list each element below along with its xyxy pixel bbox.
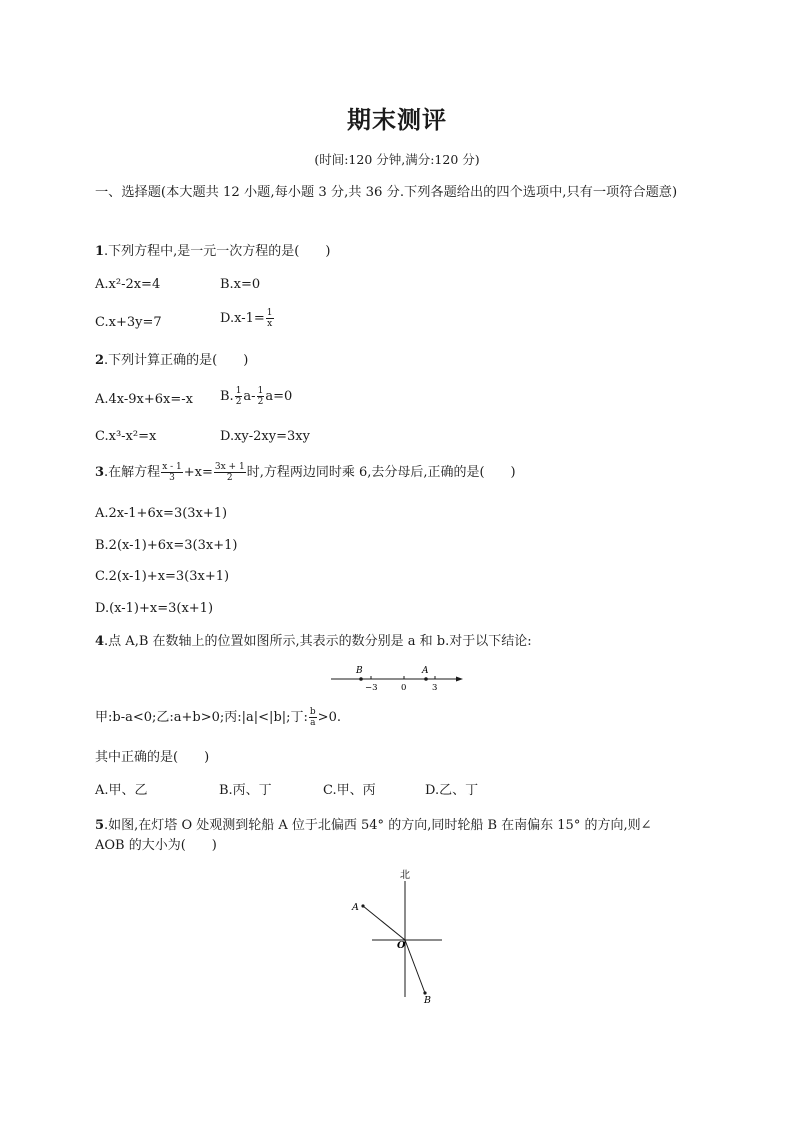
point-a xyxy=(361,904,364,907)
fraction-numerator: x - 1 xyxy=(162,462,182,472)
question-3 xyxy=(95,462,516,483)
q1-option-c: C.x+3y=7 xyxy=(95,315,162,330)
question-2 xyxy=(95,352,248,370)
q1-option-d xyxy=(220,308,275,329)
compass-figure xyxy=(340,865,460,1010)
fraction xyxy=(214,462,246,483)
question-4 xyxy=(95,633,532,651)
point-b-label: B xyxy=(356,666,363,676)
q2-option-d: D.xy-2xy=3xy xyxy=(220,429,310,444)
question-5-line2: AOB 的大小为( ) xyxy=(95,838,217,853)
q2-option-b xyxy=(220,386,292,407)
question-stem: .在解方程 xyxy=(104,465,161,480)
q3-option-c: C.2(x-1)+x=3(3x+1) xyxy=(95,569,230,584)
fraction xyxy=(266,308,274,329)
q4-option-c: C.甲、丙 xyxy=(323,783,376,798)
tick-label: −3 xyxy=(365,683,378,693)
point-b xyxy=(359,677,363,681)
q4-conditions xyxy=(95,707,341,728)
question-number: 1 xyxy=(95,244,105,259)
q4-option-b: B.丙、丁 xyxy=(219,783,272,798)
q1-option-b: B.x=0 xyxy=(220,277,261,292)
q4-option-a: A.甲、乙 xyxy=(95,783,148,798)
point-a-label: A xyxy=(422,666,429,676)
north-label: 北 xyxy=(400,870,410,881)
q4-option-d: D.乙、丁 xyxy=(425,783,479,798)
fraction-denominator: a xyxy=(310,718,316,728)
question-stem: 时,方程两边同时乘 6,去分母后,正确的是( ) xyxy=(246,465,516,480)
ray-ob xyxy=(405,940,425,993)
fraction-numerator: 1 xyxy=(257,386,264,396)
question-number: 4 xyxy=(95,634,105,649)
q3-option-d: D.(x-1)+x=3(x+1) xyxy=(95,601,214,616)
condition-text: 甲:b-a<0;乙:a+b>0;丙:|a|<|b|;丁: xyxy=(95,710,308,725)
tick-label: 0 xyxy=(401,683,407,693)
question-number: 3 xyxy=(95,465,105,480)
number-line-figure xyxy=(325,660,470,694)
ray-oa xyxy=(363,906,405,940)
option-text: a=0 xyxy=(265,389,293,404)
point-o-label: O xyxy=(397,940,406,951)
fraction-denominator: x xyxy=(267,319,273,329)
fraction xyxy=(235,386,243,407)
question-stem: +x= xyxy=(183,465,213,480)
point-a-label: A xyxy=(352,902,359,913)
fraction-numerator: 3x + 1 xyxy=(214,462,245,472)
q1-option-a: A.x²-2x=4 xyxy=(95,277,161,292)
exam-subtitle: (时间:120 分钟,满分:120 分) xyxy=(314,152,480,167)
fraction xyxy=(257,386,265,407)
fraction-denominator: 2 xyxy=(257,397,264,407)
option-text: D.x-1= xyxy=(220,311,265,326)
point-a xyxy=(424,677,428,681)
fraction-denominator: 2 xyxy=(235,397,242,407)
fraction-numerator: 1 xyxy=(235,386,242,396)
section-heading: 一、选择题(本大题共 12 小题,每小题 3 分,共 36 分.下列各题给出的四个选项中,只有一项符合题意) xyxy=(95,185,678,200)
q3-option-b: B.2(x-1)+6x=3(3x+1) xyxy=(95,538,238,553)
fraction-denominator: 3 xyxy=(169,473,175,483)
fraction-denominator: 2 xyxy=(226,473,233,483)
q4-ask: 其中正确的是( ) xyxy=(95,750,210,765)
option-text: B. xyxy=(220,389,234,404)
question-5 xyxy=(95,817,651,835)
q3-option-a: A.2x-1+6x=3(3x+1) xyxy=(95,506,228,521)
fraction xyxy=(309,707,317,728)
condition-text: >0. xyxy=(317,710,341,725)
fraction xyxy=(161,462,183,483)
question-stem: .下列计算正确的是( ) xyxy=(104,353,249,368)
fraction-numerator: 1 xyxy=(266,308,273,318)
question-stem: .如图,在灯塔 O 处观测到轮船 A 位于北偏西 54° 的方向,同时轮船 B 在南偏东 15° 的方向,则∠ xyxy=(104,818,652,833)
q2-option-a: A.4x-9x+6x=-x xyxy=(95,392,194,407)
option-text: a- xyxy=(243,389,256,404)
question-number: 2 xyxy=(95,353,105,368)
axis-arrow xyxy=(456,677,463,682)
page-title: 期末测评 xyxy=(347,106,447,134)
q2-option-c: C.x³-x²=x xyxy=(95,429,157,444)
question-number: 5 xyxy=(95,818,105,833)
question-1 xyxy=(95,243,330,261)
fraction-numerator: b xyxy=(309,707,316,717)
tick-label: 3 xyxy=(432,683,438,693)
question-stem: .点 A,B 在数轴上的位置如图所示,其表示的数分别是 a 和 b.对于以下结论: xyxy=(104,634,532,649)
question-stem: .下列方程中,是一元一次方程的是( ) xyxy=(104,244,331,259)
point-b-label: B xyxy=(424,995,431,1006)
